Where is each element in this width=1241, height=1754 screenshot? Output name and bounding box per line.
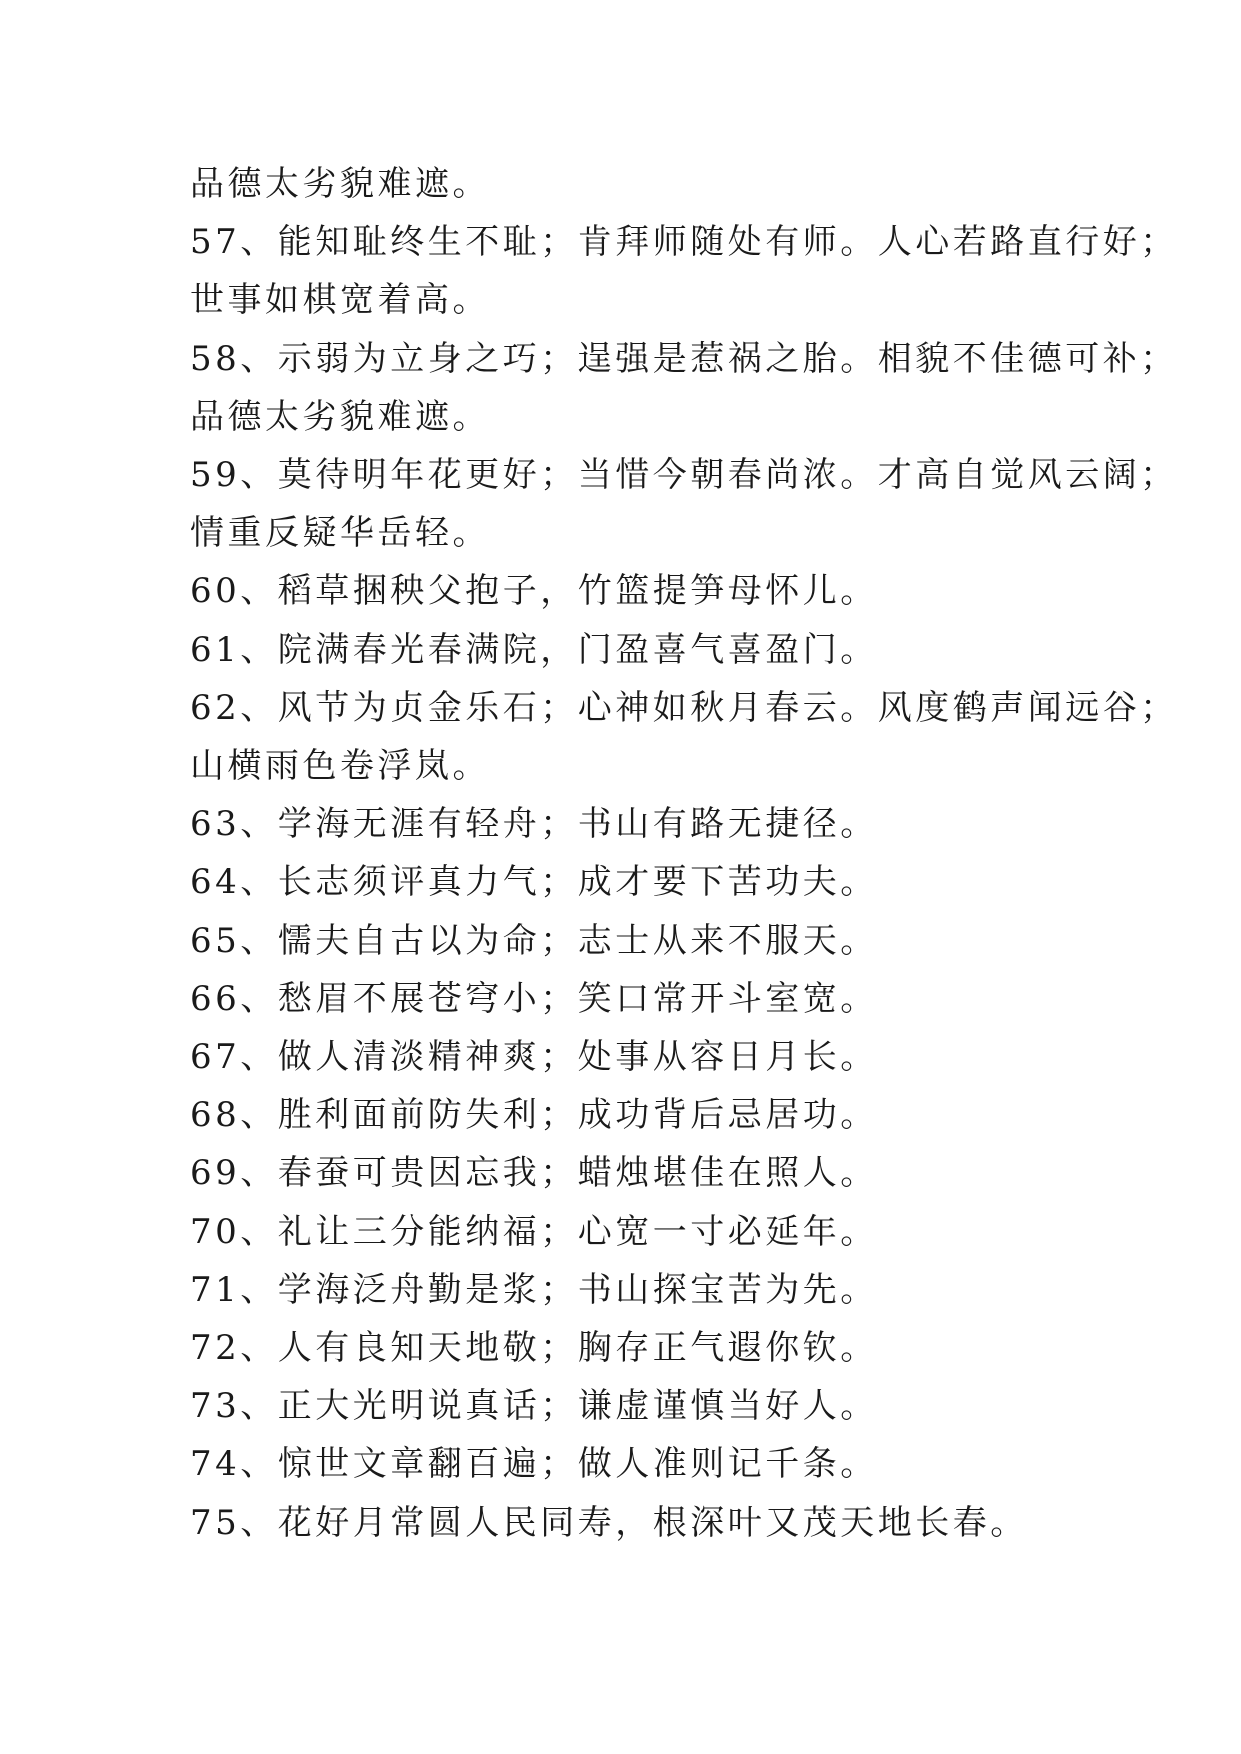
- text-line: 59、莫待明年花更好；当惜今朝春尚浓。才高自觉风云阔；: [190, 455, 1178, 496]
- text-line: 世事如棋宽着高。: [190, 280, 490, 321]
- text-line: 66、愁眉不展苍穹小；笑口常开斗室宽。: [190, 978, 878, 1019]
- text-line: 75、花好月常圆人民同寿，根深叶又茂天地长春。: [190, 1502, 1028, 1543]
- text-line: 68、胜利面前防失利；成功背后忌居功。: [190, 1095, 878, 1136]
- text-line: 61、院满春光春满院，门盈喜气喜盈门。: [190, 629, 878, 670]
- text-line: 63、学海无涯有轻舟；书山有路无捷径。: [190, 804, 878, 845]
- text-line: 品德太劣貌难遮。: [190, 396, 490, 437]
- text-line: 62、风节为贞金乐石；心神如秋月春云。风度鹤声闻远谷；: [190, 687, 1178, 728]
- text-line: 品德太劣貌难遮。: [190, 164, 490, 204]
- text-line: 山横雨色卷浮岚。: [190, 746, 490, 787]
- text-line: 57、能知耻终生不耻；肯拜师随处有师。人心若路直行好；: [190, 222, 1178, 263]
- text-line: 72、人有良知天地敬；胸存正气遐你钦。: [190, 1328, 878, 1369]
- text-line: 65、懦夫自古以为命；志士从来不服天。: [190, 920, 878, 961]
- text-line: 情重反疑华岳轻。: [190, 513, 490, 554]
- text-line: 64、长志须评真力气；成才要下苦功夫。: [190, 862, 878, 903]
- text-line: 71、学海泛舟勤是浆；书山探宝苦为先。: [190, 1269, 878, 1310]
- text-line: 73、正大光明说真话；谦虚谨慎当好人。: [190, 1386, 878, 1427]
- text-line: 69、春蚕可贵因忘我；蜡烛堪佳在照人。: [190, 1153, 878, 1194]
- text-line: 74、惊世文章翻百遍；做人准则记千条。: [190, 1444, 878, 1485]
- text-line: 58、示弱为立身之巧；逞强是惹祸之胎。相貌不佳德可补；: [190, 338, 1178, 379]
- text-line: 70、礼让三分能纳福；心宽一寸必延年。: [190, 1211, 878, 1252]
- text-line: 60、稻草捆秧父抱子，竹篮提笋母怀儿。: [190, 571, 878, 612]
- text-line: 67、做人清淡精神爽；处事从容日月长。: [190, 1037, 878, 1078]
- document-page: [190, 155, 1178, 1552]
